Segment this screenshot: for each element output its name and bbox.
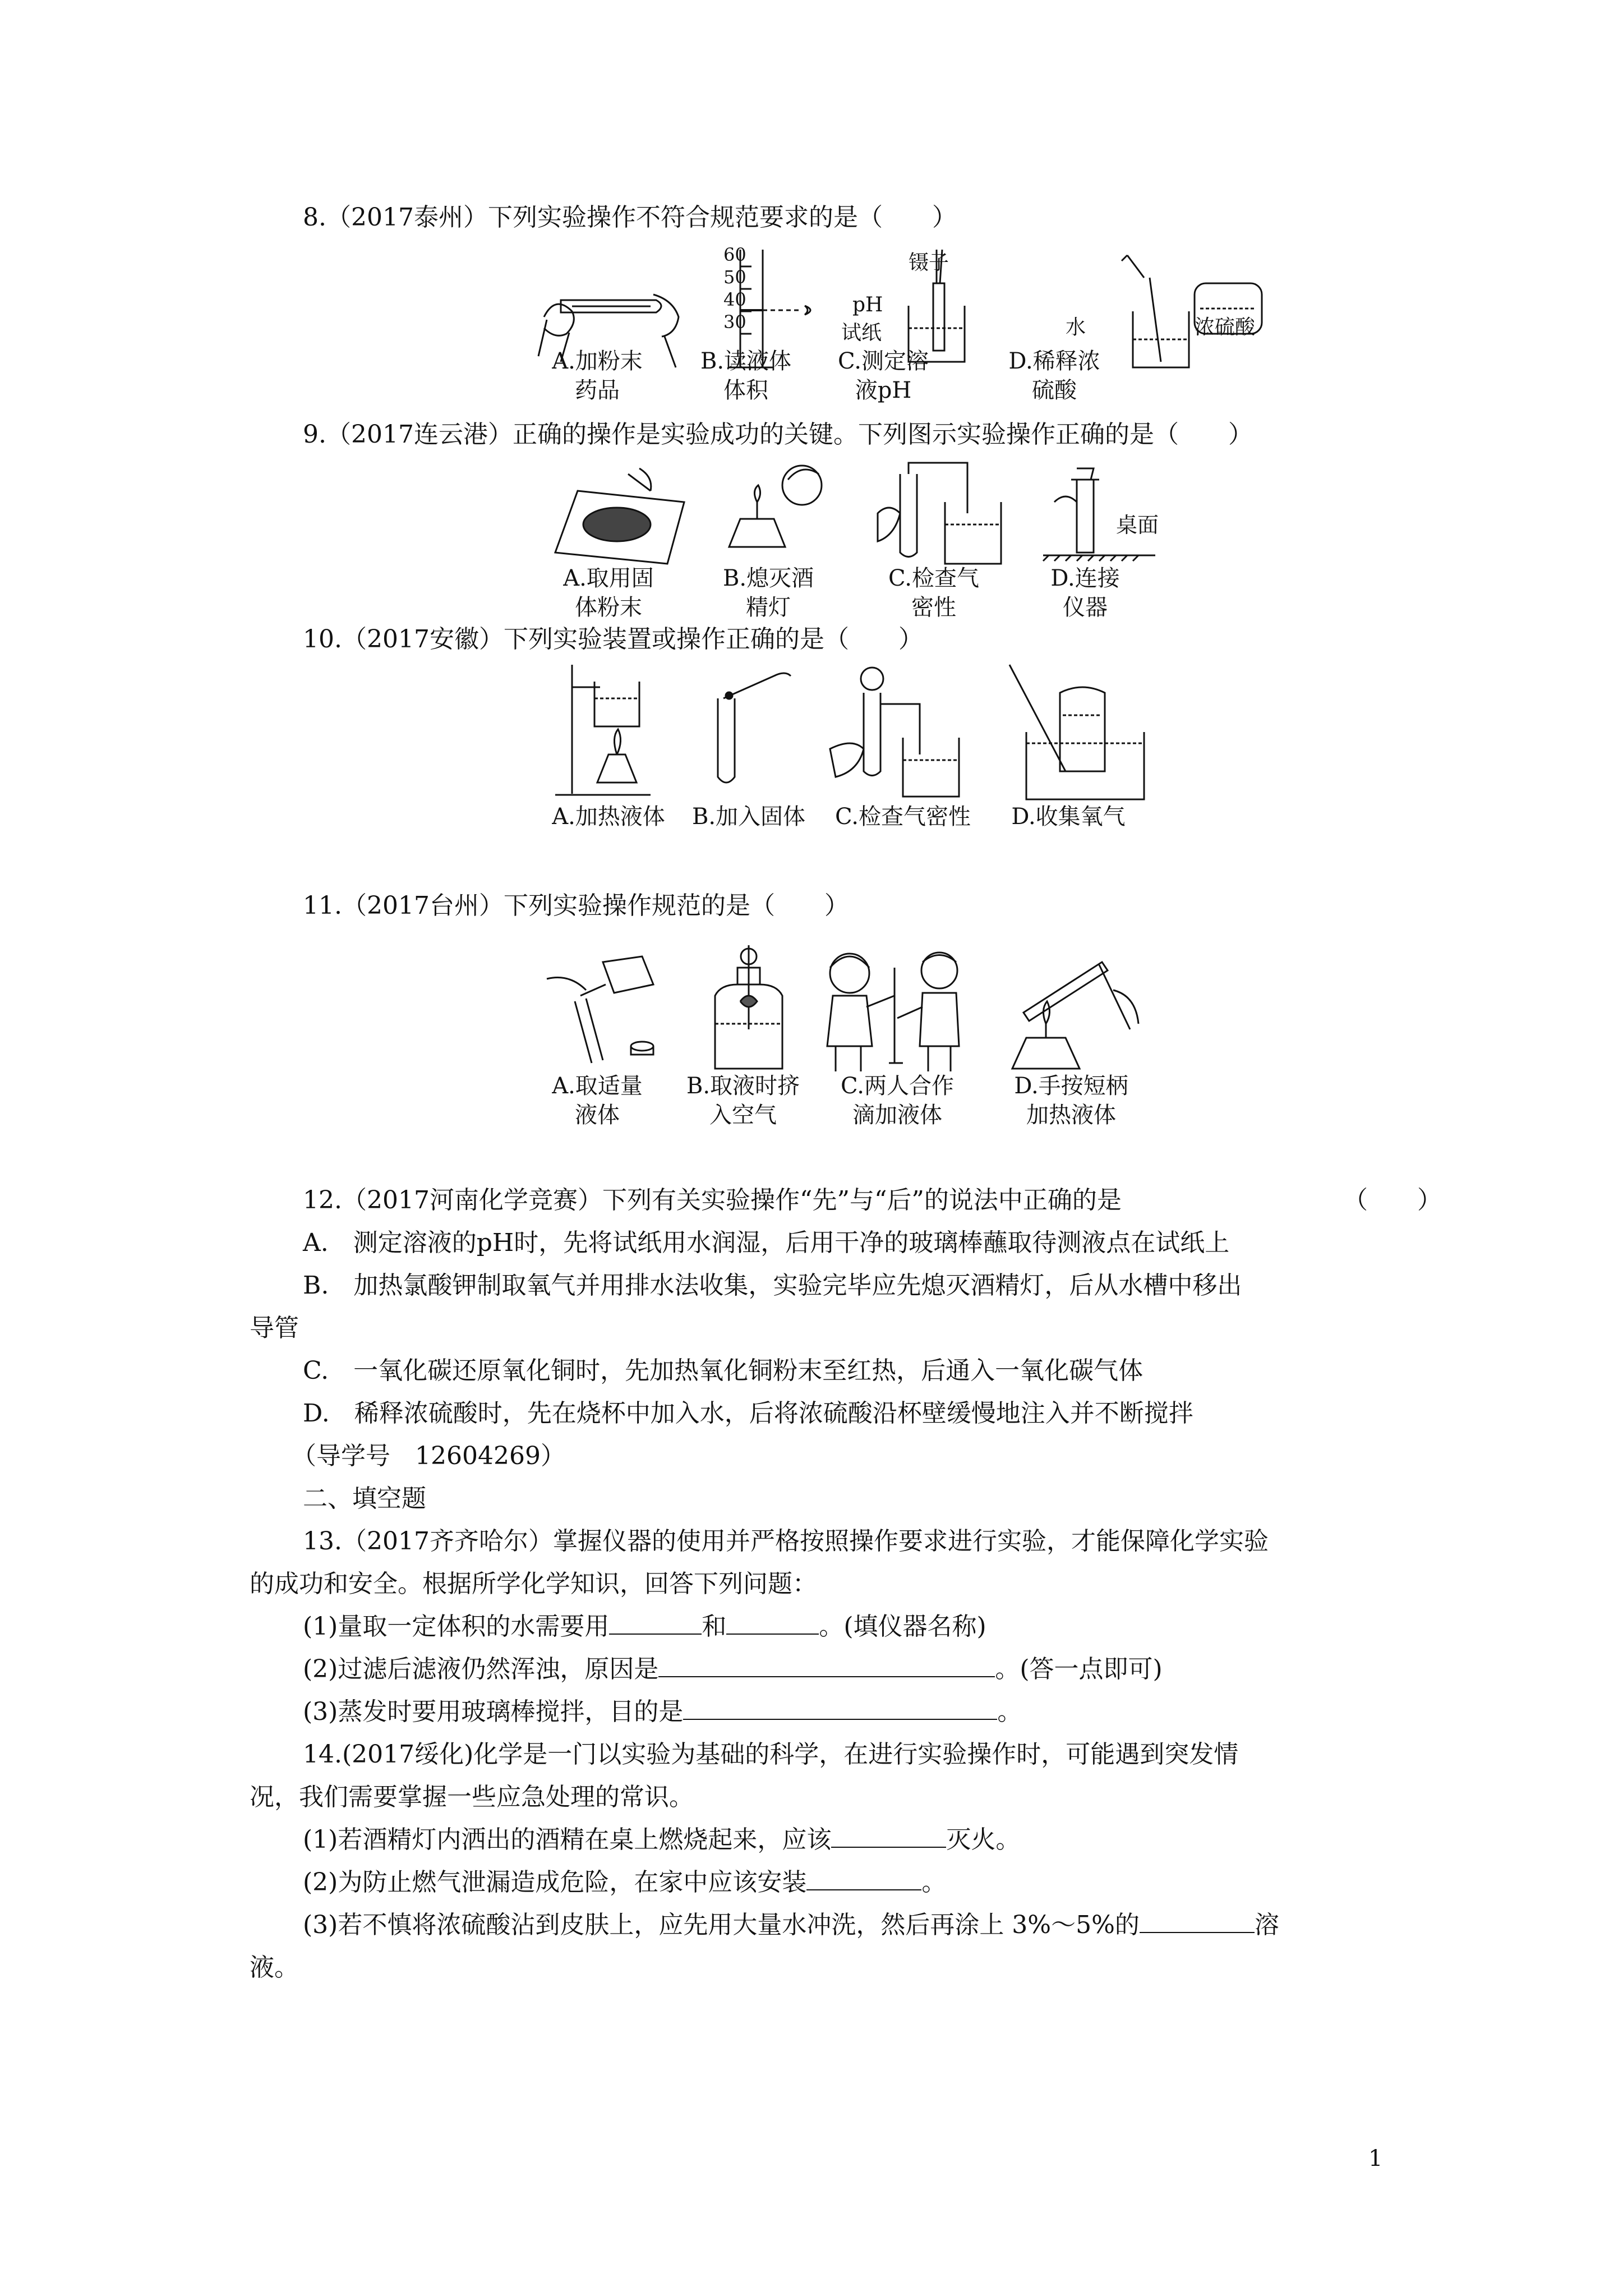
q8-ruler-30: 30 <box>723 311 746 333</box>
question-14-stem-line1: 14.(2017绥化)化学是一门以实验为基础的科学，在进行实验操作时，可能遇到突发情 <box>303 1740 1239 1769</box>
q8-tweezers-label: 镊子 <box>909 251 949 274</box>
q14-blank-2[interactable] <box>806 1867 921 1890</box>
q9-figure <box>555 457 1172 569</box>
q11-b-dropper-bottle-illustration <box>698 945 799 1074</box>
question-13-stem-line1: 13.（2017齐齐哈尔）掌握仪器的使用并严格按照操作要求进行实验，才能保障化学实验 <box>303 1527 1269 1556</box>
q10-a-heating-liquid-illustration <box>555 665 656 799</box>
q14-part-3: (3)若不慎将浓硫酸沾到皮肤上，应先用大量水冲洗，然后再涂上 3%～5%的 溶 <box>303 1911 1279 1939</box>
q10-option-c: C.检查气密性 <box>835 804 971 830</box>
q13-blank-1b[interactable] <box>726 1611 819 1635</box>
q8-ruler-40: 40 <box>723 289 746 310</box>
page-number: 1 <box>1368 2146 1383 2171</box>
question-10-stem: 10.（2017安徽）下列实验装置或操作正确的是（ ） <box>303 625 923 654</box>
q8-option-a: A.加粉末 药品 <box>552 348 643 403</box>
q11-option-b: B.取液时挤 入空气 <box>686 1073 800 1128</box>
q8-paper-label: 试纸 <box>841 321 882 344</box>
q8-ruler-50: 50 <box>723 266 746 288</box>
q9-option-c: C.检查气 密性 <box>888 565 979 620</box>
q12-option-a: A. 测定溶液的pH时，先将试纸用水润湿，后用干净的玻璃棒蘸取待测液点在试纸上 <box>303 1228 1230 1257</box>
question-12-stem: 12.（2017河南化学竞赛）下列有关实验操作“先”与“后”的说法中正确的是 <box>303 1186 1122 1214</box>
q13-blank-3[interactable] <box>683 1696 997 1720</box>
q12-option-d: D. 稀释浓硫酸时，先在烧杯中加入水，后将浓硫酸沿杯壁缓慢地注入并不断搅拌 <box>303 1399 1193 1428</box>
section-heading-fill-in: 二、填空题 <box>303 1484 426 1513</box>
q11-option-a: A.取适量 液体 <box>552 1073 643 1128</box>
q12-option-b-cont: 导管 <box>250 1314 299 1342</box>
q9-desk-label: 桌面 <box>1116 513 1159 537</box>
question-8-stem: 8.（2017泰州）下列实验操作不符合规范要求的是（ ） <box>303 203 957 232</box>
q13-blank-2[interactable] <box>658 1654 995 1677</box>
question-13-stem-line2: 的成功和安全。根据所学化学知识，回答下列问题： <box>250 1570 817 1598</box>
q9-b-extinguish-lamp-illustration <box>718 457 830 569</box>
q10-figure <box>555 665 1150 799</box>
q12-option-c: C. 一氧化碳还原氧化铜时，先加热氧化铜粉末至红热，后通入一氧化碳气体 <box>303 1356 1144 1385</box>
q8-ruler-60: 60 <box>723 244 746 265</box>
question-11-stem: 11.（2017台州）下列实验操作规范的是（ ） <box>303 891 849 920</box>
q13-part-3: (3)蒸发时要用玻璃棒搅拌，目的是 。 <box>303 1697 1022 1726</box>
q8-water-label: 水 <box>1066 316 1086 339</box>
q11-option-c: C.两人合作 滴加液体 <box>841 1073 954 1128</box>
q13-part-2: (2)过滤后滤液仍然浑浊，原因是 。(答一点即可) <box>303 1655 1163 1683</box>
q8-option-b: B.读液体 体积 <box>700 348 792 403</box>
q11-option-d: D.手按短柄 加热液体 <box>1014 1073 1128 1128</box>
q10-b-adding-solid-illustration <box>701 665 802 799</box>
q12-reference-number: （导学号 12604269） <box>292 1442 565 1470</box>
q14-blank-1[interactable] <box>831 1824 946 1848</box>
q10-c-airtightness-illustration <box>830 665 987 799</box>
q11-c-two-children-illustration <box>810 945 984 1074</box>
q8-acid-label: 浓硫酸 <box>1195 316 1256 339</box>
q10-option-a: A.加热液体 <box>552 804 665 830</box>
q14-part-2: (2)为防止燃气泄漏造成危险，在家中应该安装 。 <box>303 1868 947 1897</box>
q14-part-1: (1)若酒精灯内洒出的酒精在桌上燃烧起来，应该 灭火。 <box>303 1825 1021 1854</box>
q14-part-3-cont: 液。 <box>250 1953 299 1982</box>
question-12-answer-paren: （ ） <box>1343 1186 1442 1214</box>
q9-option-d: D.连接 仪器 <box>1050 565 1120 620</box>
q10-d-collecting-oxygen-illustration <box>993 665 1150 799</box>
q13-part-1: (1)量取一定体积的水需要用 和 。(填仪器名称) <box>303 1612 986 1641</box>
q9-option-b: B.熄灭酒 精灯 <box>722 565 814 620</box>
q14-blank-3[interactable] <box>1140 1910 1255 1933</box>
q8-ph-label: pH <box>852 293 883 316</box>
q8-option-d: D.稀释浓 硫酸 <box>1008 348 1100 403</box>
q11-d-heating-tube-illustration <box>1001 945 1141 1074</box>
q9-option-a: A.取用固 体粉末 <box>563 565 654 620</box>
q8-option-c: C.测定溶 液pH <box>838 348 929 403</box>
question-14-stem-line2: 况，我们需要掌握一些应急处理的常识。 <box>250 1783 694 1811</box>
q11-a-pour-liquid-illustration <box>547 951 670 1063</box>
q9-c-airtightness-illustration <box>866 457 1012 569</box>
q10-option-d: D.收集氧气 <box>1011 804 1126 830</box>
q12-option-b: B. 加热氯酸钾制取氧气并用排水法收集，实验完毕应先熄灭酒精灯，后从水槽中移出 <box>303 1271 1242 1300</box>
q13-blank-1a[interactable] <box>609 1611 702 1635</box>
question-9-stem: 9.（2017连云港）正确的操作是实验成功的关键。下列图示实验操作正确的是（ ） <box>303 420 1253 449</box>
q9-a-solid-powder-illustration <box>555 468 690 569</box>
q11-figure <box>547 945 1141 1074</box>
q10-option-b: B.加入固体 <box>691 804 806 830</box>
